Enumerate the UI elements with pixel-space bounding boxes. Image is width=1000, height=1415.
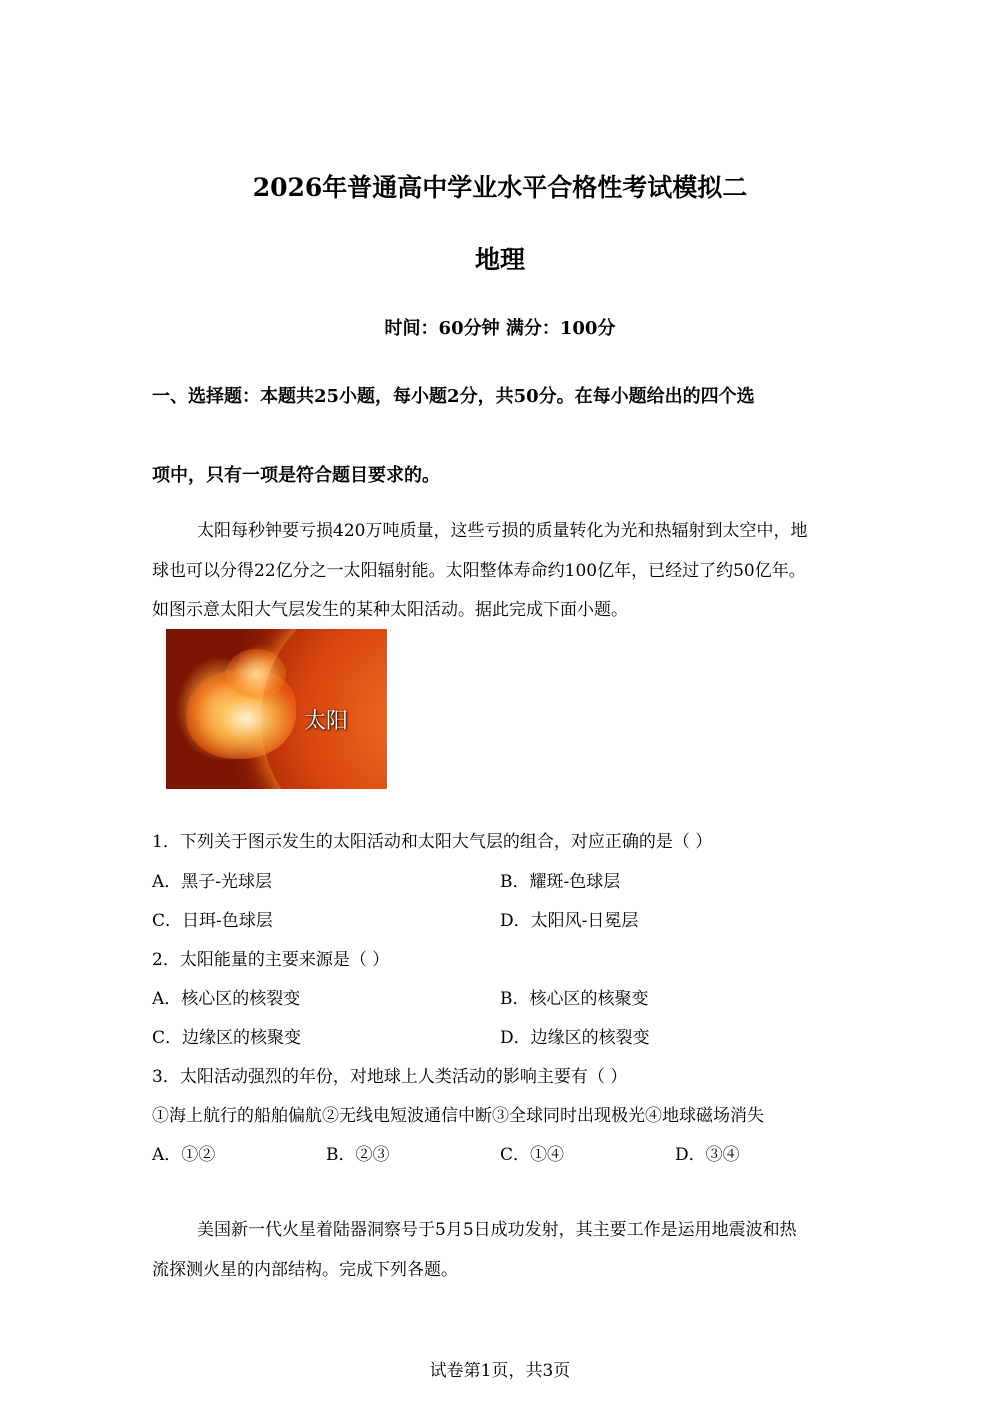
question1-option-d: D．太阳风-日冕层 <box>500 911 639 931</box>
question1-option-c: C．日珥-色球层 <box>152 911 273 931</box>
time-info: 时间：60分钟 满分：100分 <box>384 318 616 339</box>
question3-option-a: A．①② <box>152 1145 216 1165</box>
question1-stem: 1．下列关于图示发生的太阳活动和太阳大气层的组合，对应正确的是（ ） <box>152 832 713 852</box>
question2-option-c: C．边缘区的核聚变 <box>152 1028 302 1048</box>
solar-prominence-top <box>226 649 286 699</box>
passage1-line2: 球也可以分得22亿分之一太阳辐射能。太阳整体寿命约100亿年，已经过了约50亿年。 <box>152 561 806 581</box>
question2-option-d: D．边缘区的核裂变 <box>500 1028 650 1048</box>
passage1-line3: 如图示意太阳大气层发生的某种太阳活动。据此完成下面小题。 <box>152 600 628 620</box>
question1-option-b: B．耀斑-色球层 <box>500 872 621 892</box>
question3-option-d: D．③④ <box>675 1145 740 1165</box>
question1-option-a: A．黑子-光球层 <box>152 872 273 892</box>
question3-items: ①海上航行的船舶偏航②无线电短波通信中断③全球同时出现极光④地球磁场消失 <box>152 1106 764 1126</box>
sun-activity-image <box>166 629 387 789</box>
subject-title: 地理 <box>474 245 525 274</box>
question2-option-b: B．核心区的核聚变 <box>500 989 649 1009</box>
passage1-line1: 太阳每秒钟要亏损420万吨质量，这些亏损的质量转化为光和热辐射到太空中，地 <box>197 521 808 541</box>
passage2-line1: 美国新一代火星着陆器洞察号于5月5日成功发射，其主要工作是运用地震波和热 <box>197 1220 797 1240</box>
question2-option-a: A．核心区的核裂变 <box>152 989 301 1009</box>
question2-stem: 2．太阳能量的主要来源是（ ） <box>152 950 390 970</box>
question3-option-c: C．①④ <box>500 1145 565 1165</box>
section-instructions-line2: 项中，只有一项是符合题目要求的。 <box>152 465 440 486</box>
question3-option-b: B．②③ <box>326 1145 390 1165</box>
passage2-line2: 流探测火星的内部结构。完成下列各题。 <box>152 1260 458 1280</box>
section-instructions-line1: 一、选择题：本题共25小题，每小题2分，共50分。在每小题给出的四个选 <box>152 386 755 407</box>
exam-title: 2026年普通高中学业水平合格性考试模拟二 <box>252 173 748 202</box>
image-label: 太阳 <box>304 709 349 734</box>
question3-stem: 3．太阳活动强烈的年份，对地球上人类活动的影响主要有（ ） <box>152 1067 628 1087</box>
page-footer: 试卷第1页，共3页 <box>429 1361 571 1381</box>
